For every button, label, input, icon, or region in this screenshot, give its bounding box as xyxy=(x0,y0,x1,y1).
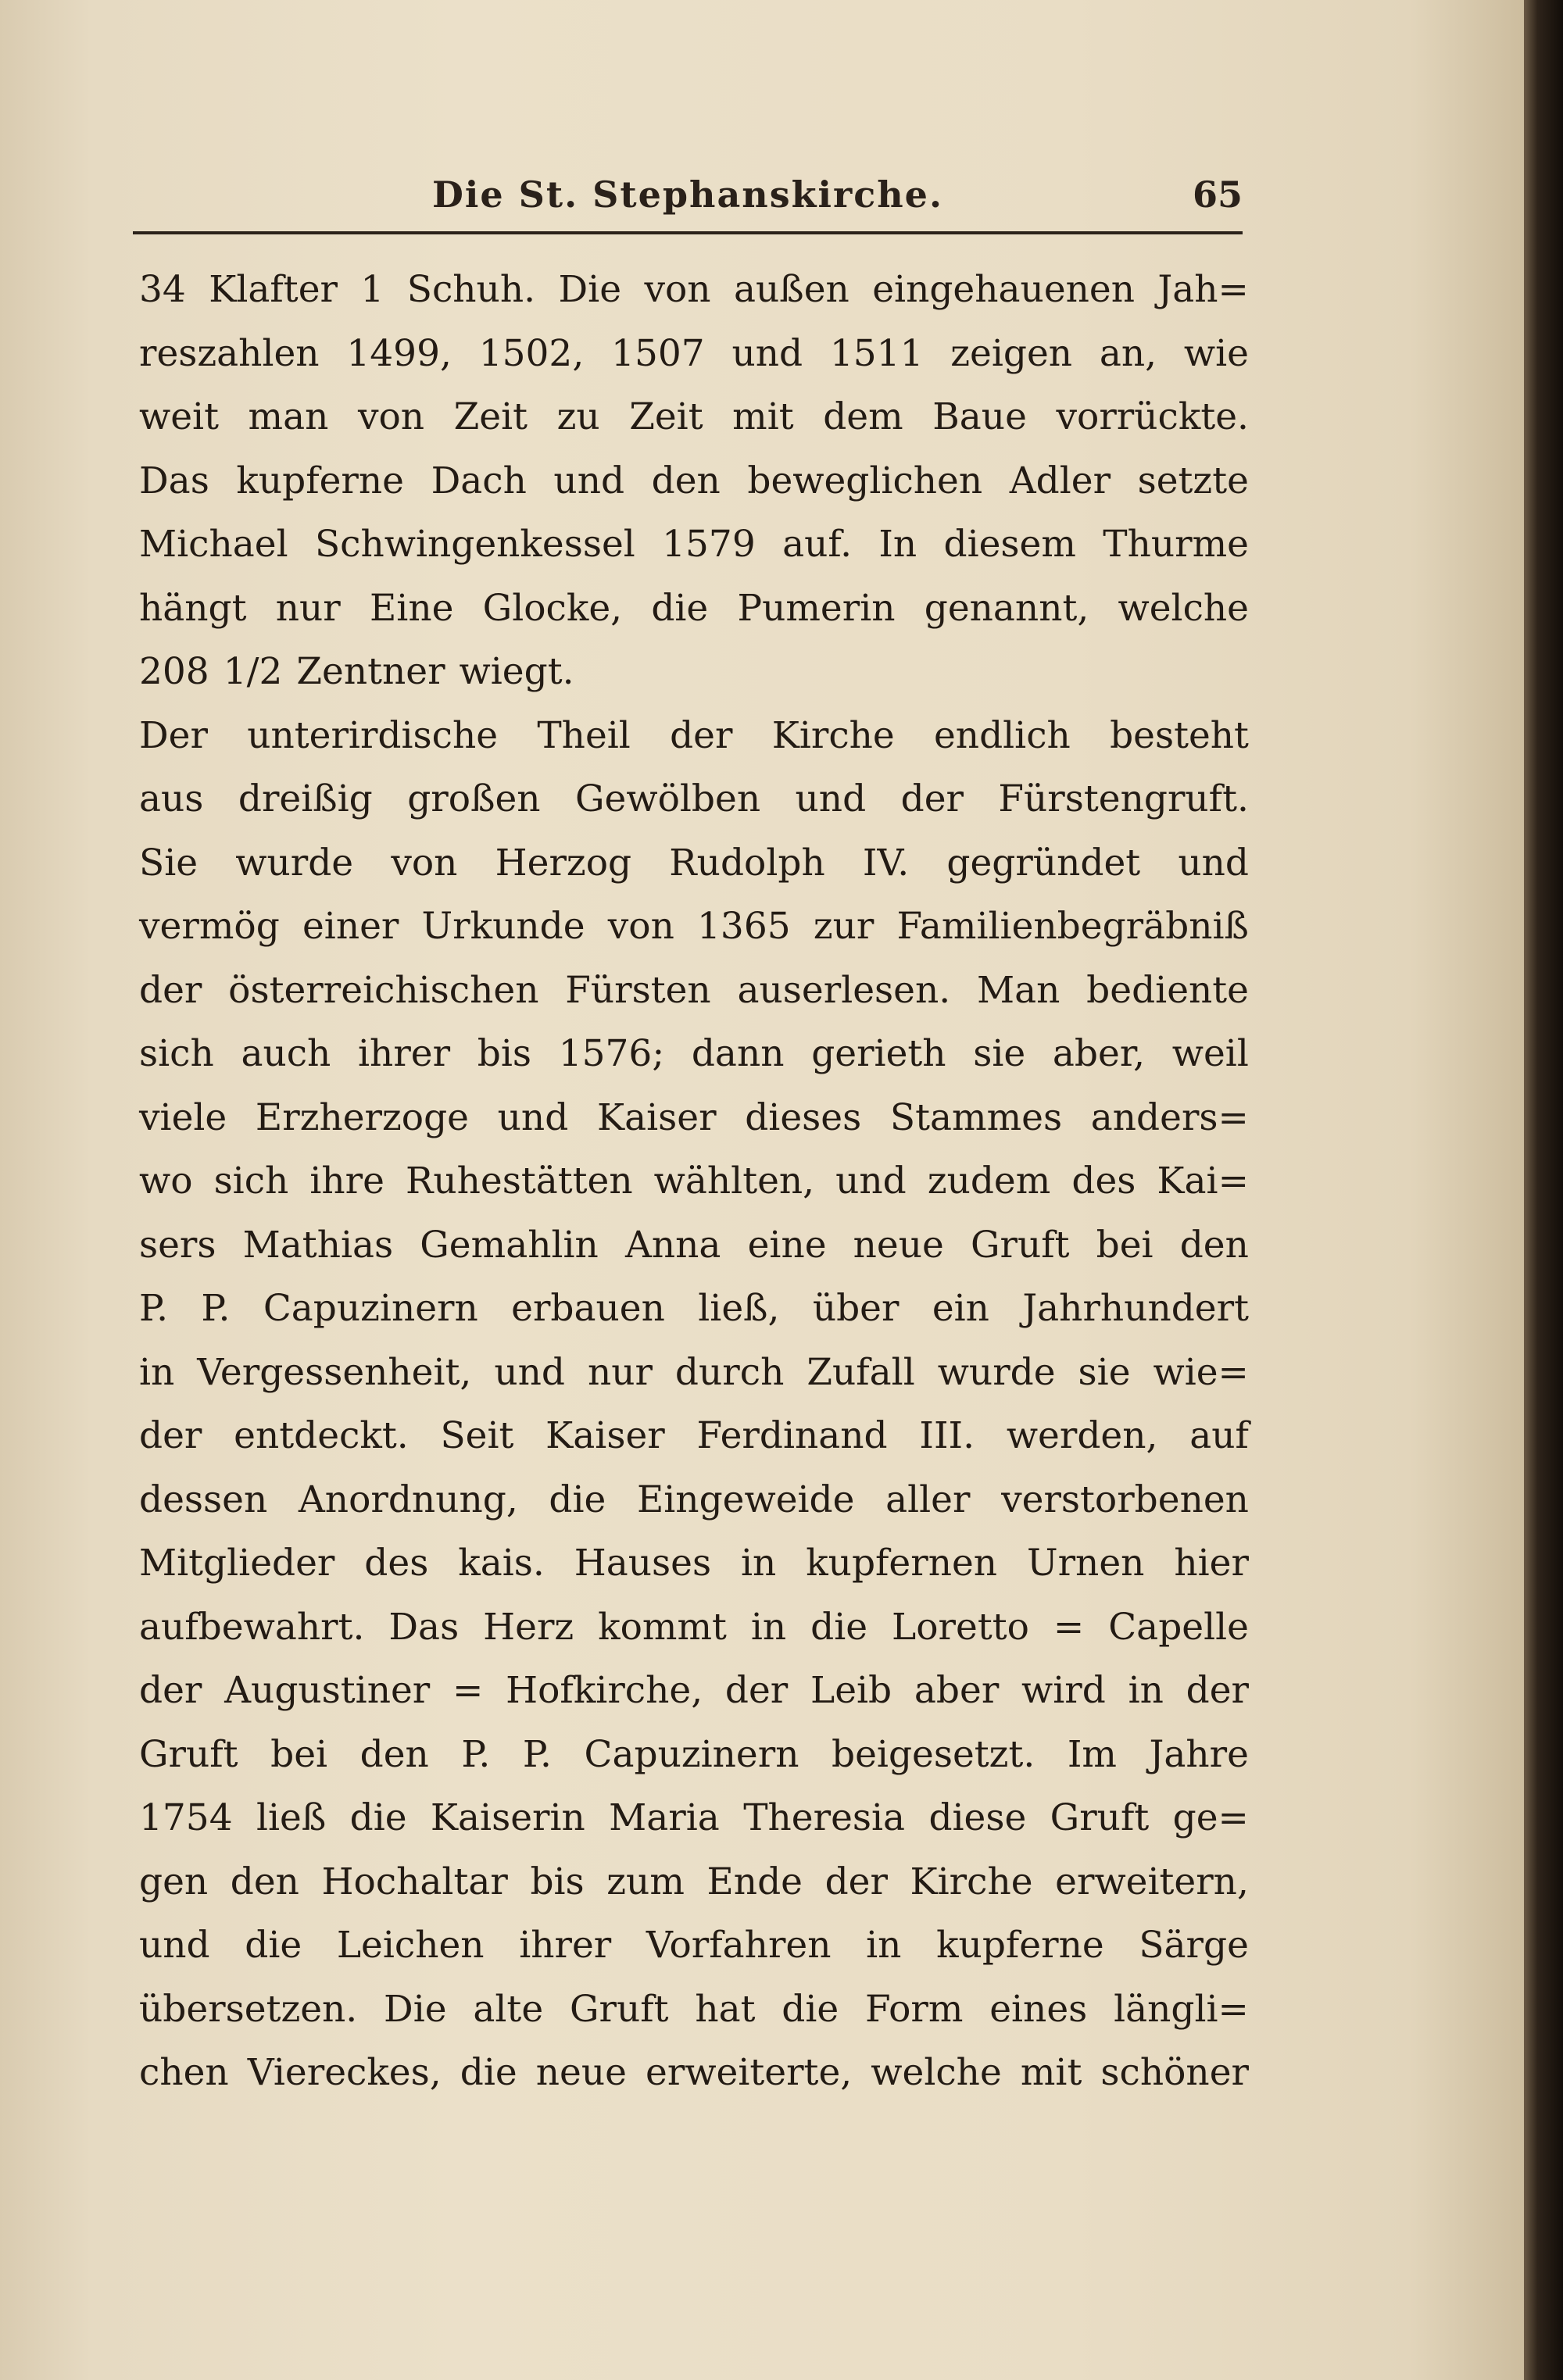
word: von xyxy=(607,905,674,948)
word: Rudolph xyxy=(669,841,825,884)
word: Herz xyxy=(483,1605,574,1649)
word: erbauen xyxy=(511,1287,665,1330)
word: Familienbegräbniß xyxy=(896,905,1249,948)
word: Loretto xyxy=(892,1605,1029,1649)
word: neue xyxy=(535,2051,627,2094)
word: 1365 xyxy=(697,905,791,948)
word: entdeckt. xyxy=(234,1414,409,1457)
word: schöner xyxy=(1100,2051,1249,2094)
word: gerieth xyxy=(811,1032,946,1075)
word: der xyxy=(1186,1669,1249,1712)
text-line xyxy=(139,385,1249,449)
text-line xyxy=(139,2041,1249,2105)
word: Zentner xyxy=(296,650,445,693)
word: Anordnung, xyxy=(298,1478,518,1521)
word: mit xyxy=(732,395,794,438)
word: 34 xyxy=(139,268,186,311)
word: verstorbenen xyxy=(1001,1478,1249,1521)
page-number: 65 xyxy=(1192,173,1243,216)
word: den xyxy=(230,1860,299,1903)
text-line xyxy=(139,1786,1249,1850)
word: die xyxy=(782,1987,839,2031)
word: Thurme xyxy=(1103,523,1249,566)
word: viele xyxy=(139,1095,227,1139)
word: Pumerin xyxy=(737,586,896,630)
word: Augustiner xyxy=(224,1669,431,1712)
word: welche xyxy=(871,2051,1002,2094)
word: den xyxy=(359,1732,429,1776)
word: bei xyxy=(1096,1223,1153,1267)
text-line xyxy=(139,1914,1249,1978)
word: 1754 xyxy=(139,1796,233,1839)
word: anders= xyxy=(1090,1095,1249,1139)
word: Der xyxy=(139,713,208,757)
word: Dach xyxy=(431,459,527,502)
word: hat xyxy=(695,1987,756,2031)
word: den xyxy=(1179,1223,1249,1267)
word: bis xyxy=(530,1860,585,1903)
text-line xyxy=(139,1723,1249,1787)
text-line xyxy=(139,1596,1249,1660)
word: an, xyxy=(1099,331,1157,375)
word: Kirche xyxy=(910,1860,1033,1903)
word: Ferdinand xyxy=(696,1414,888,1457)
word: P. xyxy=(201,1287,231,1330)
word: 1511 xyxy=(829,331,924,375)
word: wo xyxy=(139,1160,193,1203)
word: erweitern, xyxy=(1055,1860,1249,1903)
word: großen xyxy=(407,777,541,820)
word: Vergessenheit, xyxy=(197,1350,472,1394)
body-text xyxy=(139,258,1249,2105)
word: Erzherzoge xyxy=(255,1095,469,1139)
word: Zeit xyxy=(629,395,703,438)
word: Das xyxy=(388,1605,460,1649)
text-line xyxy=(139,1850,1249,1914)
word: Kirche xyxy=(771,713,895,757)
word: welche xyxy=(1118,586,1249,630)
word: zeigen xyxy=(950,331,1073,375)
text-line xyxy=(139,577,1249,641)
word: dem xyxy=(823,395,903,438)
word: kupferne xyxy=(936,1924,1104,1967)
word: kais. xyxy=(458,1542,545,1585)
word: 1502, xyxy=(478,331,585,375)
word: sich xyxy=(139,1032,214,1075)
word: dessen xyxy=(139,1478,268,1521)
word: die xyxy=(245,1924,302,1967)
word: auserlesen. xyxy=(737,968,951,1012)
word: außen xyxy=(734,268,849,311)
word: wiegt. xyxy=(459,650,574,693)
word: erweiterte, xyxy=(646,2051,853,2094)
word: nur xyxy=(275,586,341,630)
text-line xyxy=(139,640,1249,704)
word: hängt xyxy=(139,586,247,630)
word: Särge xyxy=(1139,1924,1249,1967)
word: Gewölben xyxy=(575,777,761,820)
word: Fürstengruft. xyxy=(998,777,1249,820)
word: Man xyxy=(976,968,1060,1012)
word: reszahlen xyxy=(139,331,320,375)
word: Mathias xyxy=(242,1223,394,1267)
word: = xyxy=(1053,1605,1085,1649)
word: Maria xyxy=(609,1796,720,1839)
word: der xyxy=(724,1669,789,1712)
text-line xyxy=(139,1531,1249,1596)
word: dieses xyxy=(745,1095,862,1139)
text-line xyxy=(139,704,1249,768)
word: sie xyxy=(973,1032,1026,1075)
word: Schwingenkessel xyxy=(314,523,635,566)
word: kommt xyxy=(598,1605,727,1649)
word: dann xyxy=(691,1032,785,1075)
word: chen xyxy=(139,2051,229,2094)
text-line xyxy=(139,831,1249,895)
text-line xyxy=(139,258,1249,322)
word: P. xyxy=(461,1732,491,1776)
word: Jahre xyxy=(1149,1732,1249,1776)
word: 1 xyxy=(360,268,384,311)
word: Herzog xyxy=(495,841,632,884)
word: der xyxy=(139,1669,202,1712)
text-line xyxy=(139,513,1249,577)
word: in xyxy=(740,1542,777,1585)
word: von xyxy=(644,268,711,311)
word: wurde xyxy=(937,1350,1056,1394)
word: zur xyxy=(813,905,874,948)
word: endlich xyxy=(933,713,1071,757)
word: ge= xyxy=(1172,1796,1249,1839)
word: die xyxy=(651,586,709,630)
text-line xyxy=(139,1149,1249,1213)
word: Gruft xyxy=(569,1987,669,2031)
word: aus xyxy=(139,777,204,820)
word: wie= xyxy=(1153,1350,1249,1394)
word: der xyxy=(900,777,964,820)
word: genannt, xyxy=(924,586,1089,630)
word: Die xyxy=(384,1987,447,2031)
word: von xyxy=(391,841,458,884)
word: weil xyxy=(1171,1032,1249,1075)
word: bis xyxy=(477,1032,532,1075)
word: Kaiserin xyxy=(430,1796,585,1839)
word: österreichischen xyxy=(228,968,539,1012)
text-line xyxy=(139,322,1249,386)
word: und xyxy=(795,777,867,820)
word: vorrückte. xyxy=(1056,395,1249,438)
word: Das xyxy=(139,459,209,502)
word: Urnen xyxy=(1026,1542,1145,1585)
word: Hochaltar xyxy=(321,1860,508,1903)
word: IV. xyxy=(862,841,910,884)
word: Leichen xyxy=(336,1924,485,1967)
word: auf xyxy=(1189,1414,1249,1457)
word: über xyxy=(812,1287,900,1330)
word: der xyxy=(139,968,202,1012)
text-line xyxy=(139,1659,1249,1723)
word: sers xyxy=(139,1223,216,1267)
word: die xyxy=(549,1478,606,1521)
word: Leib xyxy=(810,1669,892,1712)
word: der xyxy=(670,713,733,757)
word: kupferne xyxy=(236,459,404,502)
word: wird xyxy=(1021,1669,1106,1712)
word: Baue xyxy=(932,395,1027,438)
word: zudem xyxy=(927,1160,1051,1203)
word: ließ, xyxy=(698,1287,780,1330)
word: vermög xyxy=(139,905,280,948)
word: und xyxy=(497,1095,569,1139)
word: Viereckes, xyxy=(247,2051,442,2094)
word: Kai= xyxy=(1157,1160,1249,1203)
word: Gruft xyxy=(139,1732,238,1776)
word: Zeit xyxy=(453,395,528,438)
word: mit xyxy=(1020,2051,1082,2094)
word: in xyxy=(866,1924,902,1967)
word: sich xyxy=(213,1160,289,1203)
word: diese xyxy=(928,1796,1027,1839)
word: Fürsten xyxy=(565,968,711,1012)
word: Capuzinern xyxy=(584,1732,799,1776)
word: und xyxy=(1178,841,1249,884)
word: Mitglieder xyxy=(139,1542,335,1585)
word: Glocke, xyxy=(482,586,623,630)
word: Klafter xyxy=(209,268,338,311)
word: dreißig xyxy=(238,777,373,820)
word: beweglichen xyxy=(747,459,983,502)
word: Gruft xyxy=(1050,1796,1150,1839)
word: und xyxy=(553,459,625,502)
word: zu xyxy=(556,395,600,438)
word: aber, xyxy=(1052,1032,1146,1075)
word: Theresia xyxy=(743,1796,906,1839)
word: alte xyxy=(473,1987,544,2031)
word: setzte xyxy=(1137,459,1249,502)
word: Adler xyxy=(1009,459,1111,502)
word: Hofkirche, xyxy=(506,1669,703,1712)
word: die xyxy=(810,1605,868,1649)
word: Seit xyxy=(440,1414,514,1457)
word: Anna xyxy=(624,1223,721,1267)
word: Kaiser xyxy=(545,1414,665,1457)
text-line xyxy=(139,1022,1249,1086)
word: ein xyxy=(932,1287,989,1330)
word: Im xyxy=(1067,1732,1117,1776)
word: in xyxy=(1128,1669,1164,1712)
word: Die xyxy=(558,268,622,311)
word: Capuzinern xyxy=(263,1287,478,1330)
word: und xyxy=(494,1350,565,1394)
text-line xyxy=(139,1468,1249,1532)
word: III. xyxy=(919,1414,975,1457)
book-spine-edge xyxy=(1524,0,1563,2380)
running-title: Die St. Stephanskirche. xyxy=(432,173,943,216)
page-header xyxy=(133,173,1243,223)
word: 1576; xyxy=(558,1032,665,1075)
text-line xyxy=(139,1341,1249,1405)
word: ihrer xyxy=(358,1032,451,1075)
word: ließ xyxy=(256,1796,327,1839)
word: sie xyxy=(1078,1350,1131,1394)
word: längli= xyxy=(1114,1987,1249,2031)
word: gen xyxy=(139,1860,209,1903)
word: Eine xyxy=(370,586,454,630)
word: Gemahlin xyxy=(420,1223,599,1267)
word: bei xyxy=(270,1732,328,1776)
word: Sie xyxy=(139,841,199,884)
word: Jahrhundert xyxy=(1022,1287,1249,1330)
word: eingehauenen xyxy=(872,268,1135,311)
word: nur xyxy=(587,1350,653,1394)
word: 1/2 xyxy=(223,650,283,693)
text-line xyxy=(139,959,1249,1023)
word: Theil xyxy=(537,713,631,757)
word: eines xyxy=(989,1987,1088,2031)
word: 1579 xyxy=(662,523,756,566)
word: besteht xyxy=(1110,713,1249,757)
word: in xyxy=(139,1350,175,1394)
word: von xyxy=(357,395,425,438)
text-line xyxy=(139,1277,1249,1341)
word: 208 xyxy=(139,650,209,693)
word: Ende xyxy=(706,1860,803,1903)
word: Capelle xyxy=(1108,1605,1249,1649)
word: Ruhestätten xyxy=(405,1160,633,1203)
word: Kaiser xyxy=(596,1095,717,1139)
word: zum xyxy=(606,1860,685,1903)
word: aufbewahrt. xyxy=(139,1605,365,1649)
word: in xyxy=(750,1605,787,1649)
word: P. xyxy=(139,1287,169,1330)
word: man xyxy=(248,395,329,438)
word: weit xyxy=(139,395,219,438)
word: neue xyxy=(853,1223,944,1267)
word: und xyxy=(139,1924,210,1967)
word: In xyxy=(878,523,917,566)
word: der xyxy=(139,1414,202,1457)
word: Eingeweide xyxy=(636,1478,855,1521)
word: ihre xyxy=(309,1160,384,1203)
word: = xyxy=(452,1669,484,1712)
word: Stammes xyxy=(889,1095,1063,1139)
word: Michael xyxy=(139,523,288,566)
word: unterirdische xyxy=(247,713,499,757)
word: wie xyxy=(1183,331,1249,375)
word: wurde xyxy=(235,841,354,884)
word: den xyxy=(651,459,721,502)
word: ihrer xyxy=(519,1924,612,1967)
text-line xyxy=(139,1086,1249,1150)
word: und xyxy=(731,331,803,375)
word: wählten, xyxy=(653,1160,815,1203)
text-line xyxy=(139,767,1249,831)
word: 1499, xyxy=(346,331,452,375)
word: aber xyxy=(914,1669,1000,1712)
word: diesem xyxy=(943,523,1076,566)
word: gegründet xyxy=(946,841,1141,884)
word: werden, xyxy=(1006,1414,1158,1457)
word: Gruft xyxy=(970,1223,1070,1267)
word: auch xyxy=(241,1032,331,1075)
word: kupfernen xyxy=(806,1542,998,1585)
word: die xyxy=(460,2051,517,2094)
word: durch xyxy=(674,1350,785,1394)
word: bediente xyxy=(1086,968,1249,1012)
word: Vorfahren xyxy=(646,1924,832,1967)
word: Form xyxy=(865,1987,964,2031)
word: der xyxy=(824,1860,888,1903)
word: übersetzen. xyxy=(139,1987,358,2031)
word: aller xyxy=(885,1478,971,1521)
text-line xyxy=(139,1404,1249,1468)
word: beigesetzt. xyxy=(832,1732,1035,1776)
word: P. xyxy=(522,1732,552,1776)
word: auf. xyxy=(782,523,853,566)
word: des xyxy=(1071,1160,1136,1203)
word: des xyxy=(364,1542,429,1585)
text-line xyxy=(139,449,1249,513)
header-rule xyxy=(133,231,1243,234)
word: Urkunde xyxy=(421,905,585,948)
word: Hauses xyxy=(574,1542,712,1585)
word: die xyxy=(349,1796,407,1839)
word: einer xyxy=(302,905,399,948)
word: 1507 xyxy=(611,331,705,375)
word: Jah= xyxy=(1157,268,1249,311)
text-line xyxy=(139,895,1249,959)
word: hier xyxy=(1174,1542,1249,1585)
text-line xyxy=(139,1978,1249,2042)
word: und xyxy=(835,1160,907,1203)
word: Schuh. xyxy=(406,268,536,311)
text-line xyxy=(139,1213,1249,1278)
word: Zufall xyxy=(807,1350,915,1394)
word: eine xyxy=(747,1223,827,1267)
